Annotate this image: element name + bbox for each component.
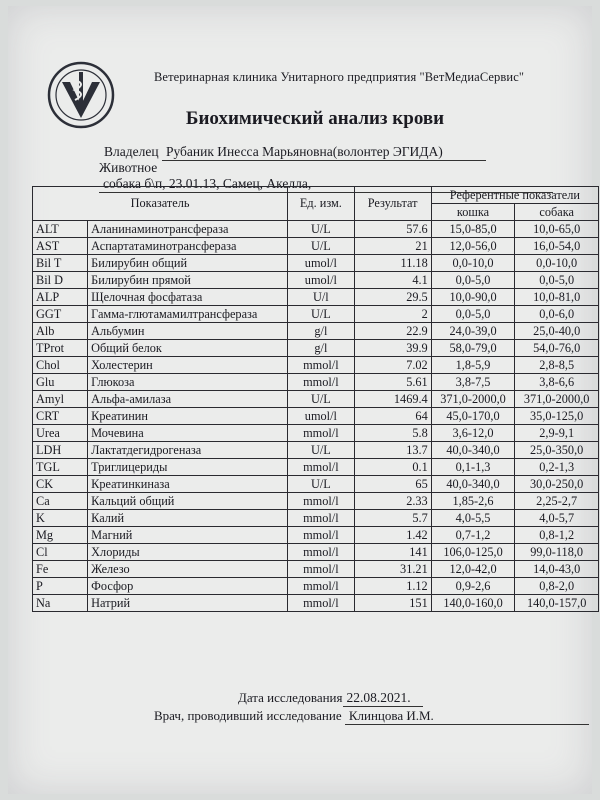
table-row [33,544,599,561]
header-reference: Референтные показатели [431,187,598,204]
header-cat: кошка [431,204,515,221]
table-row [33,595,599,612]
table-row [33,255,599,272]
row-name: Аланинаминотрансфераза [88,221,288,238]
row-ref-dog: 0,8-1,2 [515,527,599,544]
row-abbr: Chol [33,357,88,374]
row-ref-cat: 58,0-79,0 [431,340,515,357]
row-unit: mmol/l [288,544,354,561]
row-unit: mmol/l [288,527,354,544]
row-abbr: TProt [33,340,88,357]
row-abbr: ALT [33,221,88,238]
row-abbr: Na [33,595,88,612]
row-name: Глюкоза [88,374,288,391]
row-result: 141 [354,544,431,561]
table-row [33,340,599,357]
row-result: 31.21 [354,561,431,578]
study-date-label: Дата исследования [238,690,343,705]
row-name: Триглицериды [88,459,288,476]
row-ref-cat: 0,7-1,2 [431,527,515,544]
animal-value: собака б\п, 23.01.13, Самец, Акелла, [99,176,553,193]
row-name: Креатинкиназа [88,476,288,493]
table-row [33,442,599,459]
row-ref-cat: 0,0-5,0 [431,306,515,323]
table-row [33,425,599,442]
table-row [33,272,599,289]
row-name: Общий белок [88,340,288,357]
row-abbr: TGL [33,459,88,476]
row-result: 5.7 [354,510,431,527]
results-table [32,186,599,612]
row-unit: mmol/l [288,510,354,527]
row-name: Кальций общий [88,493,288,510]
row-abbr: Alb [33,323,88,340]
row-ref-dog: 2,8-8,5 [515,357,599,374]
row-unit: mmol/l [288,425,354,442]
table-row [33,578,599,595]
row-ref-cat: 1,85-2,6 [431,493,515,510]
row-ref-cat: 3,6-12,0 [431,425,515,442]
row-name: Аспартатаминотрансфераза [88,238,288,255]
table-row [33,510,599,527]
row-abbr: Mg [33,527,88,544]
table-row [33,527,599,544]
row-ref-cat: 106,0-125,0 [431,544,515,561]
header-indicator: Показатель [33,187,288,221]
row-name: Мочевина [88,425,288,442]
table-row [33,221,599,238]
row-ref-cat: 0,1-1,3 [431,459,515,476]
row-unit: U/L [288,476,354,493]
row-result: 39.9 [354,340,431,357]
row-unit: U/L [288,391,354,408]
row-unit: U/L [288,238,354,255]
row-abbr: ALP [33,289,88,306]
row-unit: U/L [288,306,354,323]
table-row [33,459,599,476]
row-abbr: AST [33,238,88,255]
doctor-field [154,708,589,725]
row-result: 29.5 [354,289,431,306]
row-unit: umol/l [288,255,354,272]
row-result: 57.6 [354,221,431,238]
row-name: Железо [88,561,288,578]
row-ref-dog: 25,0-350,0 [515,442,599,459]
row-ref-cat: 0,0-10,0 [431,255,515,272]
row-ref-cat: 1,8-5,9 [431,357,515,374]
table-row [33,476,599,493]
row-name: Щелочная фосфатаза [88,289,288,306]
table-row [33,408,599,425]
row-unit: g/l [288,340,354,357]
row-result: 2.33 [354,493,431,510]
row-ref-dog: 14,0-43,0 [515,561,599,578]
row-ref-dog: 0,2-1,3 [515,459,599,476]
row-abbr: GGT [33,306,88,323]
row-name: Натрий [88,595,288,612]
row-abbr: Amyl [33,391,88,408]
row-ref-dog: 10,0-81,0 [515,289,599,306]
row-unit: U/L [288,221,354,238]
row-unit: umol/l [288,272,354,289]
row-abbr: CK [33,476,88,493]
row-name: Лактатдегидрогеназа [88,442,288,459]
row-ref-cat: 10,0-90,0 [431,289,515,306]
row-ref-dog: 371,0-2000,0 [515,391,599,408]
row-abbr: P [33,578,88,595]
row-unit: mmol/l [288,357,354,374]
animal-label: Животное [99,160,158,175]
row-ref-cat: 40,0-340,0 [431,442,515,459]
table-row [33,323,599,340]
row-ref-cat: 24,0-39,0 [431,323,515,340]
doctor-value: Клинцова И.М. [345,708,589,725]
row-result: 64 [354,408,431,425]
row-ref-dog: 140,0-157,0 [515,595,599,612]
row-result: 2 [354,306,431,323]
row-abbr: Fe [33,561,88,578]
header-dog: собака [515,204,599,221]
owner-value: Рубаник Инесса Марьяновна(волонтер ЭГИДА) [162,144,486,161]
row-ref-dog: 54,0-76,0 [515,340,599,357]
row-unit: U/L [288,442,354,459]
row-result: 13.7 [354,442,431,459]
row-ref-cat: 371,0-2000,0 [431,391,515,408]
table-row [33,493,599,510]
row-ref-dog: 2,25-2,7 [515,493,599,510]
row-name: Альбумин [88,323,288,340]
row-result: 4.1 [354,272,431,289]
row-ref-cat: 0,9-2,6 [431,578,515,595]
row-ref-dog: 0,0-10,0 [515,255,599,272]
row-name: Холестерин [88,357,288,374]
table-row [33,357,599,374]
row-abbr: CRT [33,408,88,425]
row-ref-cat: 12,0-42,0 [431,561,515,578]
row-unit: g/l [288,323,354,340]
row-abbr: Bil D [33,272,88,289]
row-ref-dog: 35,0-125,0 [515,408,599,425]
row-unit: mmol/l [288,493,354,510]
row-result: 65 [354,476,431,493]
row-unit: mmol/l [288,595,354,612]
row-ref-cat: 12,0-56,0 [431,238,515,255]
row-name: Хлориды [88,544,288,561]
row-abbr: Urea [33,425,88,442]
row-result: 5.8 [354,425,431,442]
row-ref-dog: 30,0-250,0 [515,476,599,493]
row-ref-cat: 40,0-340,0 [431,476,515,493]
table-row [33,391,599,408]
row-abbr: K [33,510,88,527]
row-result: 22.9 [354,323,431,340]
row-ref-dog: 0,8-2,0 [515,578,599,595]
table-row [33,306,599,323]
row-abbr: Cl [33,544,88,561]
table-row [33,374,599,391]
row-name: Альфа-амилаза [88,391,288,408]
row-name: Гамма-глютамамилтрансфераза [88,306,288,323]
row-name: Билирубин прямой [88,272,288,289]
row-unit: mmol/l [288,374,354,391]
row-unit: mmol/l [288,459,354,476]
row-unit: U/l [288,289,354,306]
row-unit: mmol/l [288,561,354,578]
study-date-value: 22.08.2021. [343,690,423,707]
row-result: 1469.4 [354,391,431,408]
row-result: 151 [354,595,431,612]
row-name: Билирубин общий [88,255,288,272]
row-ref-dog: 16,0-54,0 [515,238,599,255]
document-sheet [8,6,592,794]
row-result: 11.18 [354,255,431,272]
row-ref-dog: 10,0-65,0 [515,221,599,238]
clinic-name: Ветеринарная клиника Унитарного предприятия "ВетМедиаСервис" [154,70,525,84]
table-row [33,561,599,578]
row-abbr: LDH [33,442,88,459]
study-date [238,690,411,706]
row-ref-dog: 0,0-6,0 [515,306,599,323]
row-ref-cat: 3,8-7,5 [431,374,515,391]
owner-field [104,144,486,161]
row-ref-dog: 99,0-118,0 [515,544,599,561]
row-result: 21 [354,238,431,255]
row-result: 0.1 [354,459,431,476]
row-ref-cat: 45,0-170,0 [431,408,515,425]
row-result: 7.02 [354,357,431,374]
header-result: Результат [354,187,431,221]
document-title: Биохимический анализ крови [185,108,445,129]
row-abbr: Ca [33,493,88,510]
row-result: 1.12 [354,578,431,595]
row-result: 1.42 [354,527,431,544]
row-ref-dog: 2,9-9,1 [515,425,599,442]
row-ref-dog: 25,0-40,0 [515,323,599,340]
row-ref-cat: 140,0-160,0 [431,595,515,612]
row-name: Калий [88,510,288,527]
row-name: Креатинин [88,408,288,425]
row-ref-cat: 0,0-5,0 [431,272,515,289]
table-row [33,289,599,306]
row-ref-dog: 3,8-6,6 [515,374,599,391]
row-result: 5.61 [354,374,431,391]
header-unit: Ед. изм. [288,187,354,221]
owner-label: Владелец [104,144,159,159]
row-abbr: Bil T [33,255,88,272]
row-unit: umol/l [288,408,354,425]
row-abbr: Glu [33,374,88,391]
row-ref-dog: 4,0-5,7 [515,510,599,527]
row-unit: mmol/l [288,578,354,595]
row-ref-cat: 4,0-5,5 [431,510,515,527]
row-name: Фосфор [88,578,288,595]
table-row [33,238,599,255]
row-name: Магний [88,527,288,544]
row-ref-cat: 15,0-85,0 [431,221,515,238]
doctor-label: Врач, проводивший исследование [154,708,342,723]
row-ref-dog: 0,0-5,0 [515,272,599,289]
